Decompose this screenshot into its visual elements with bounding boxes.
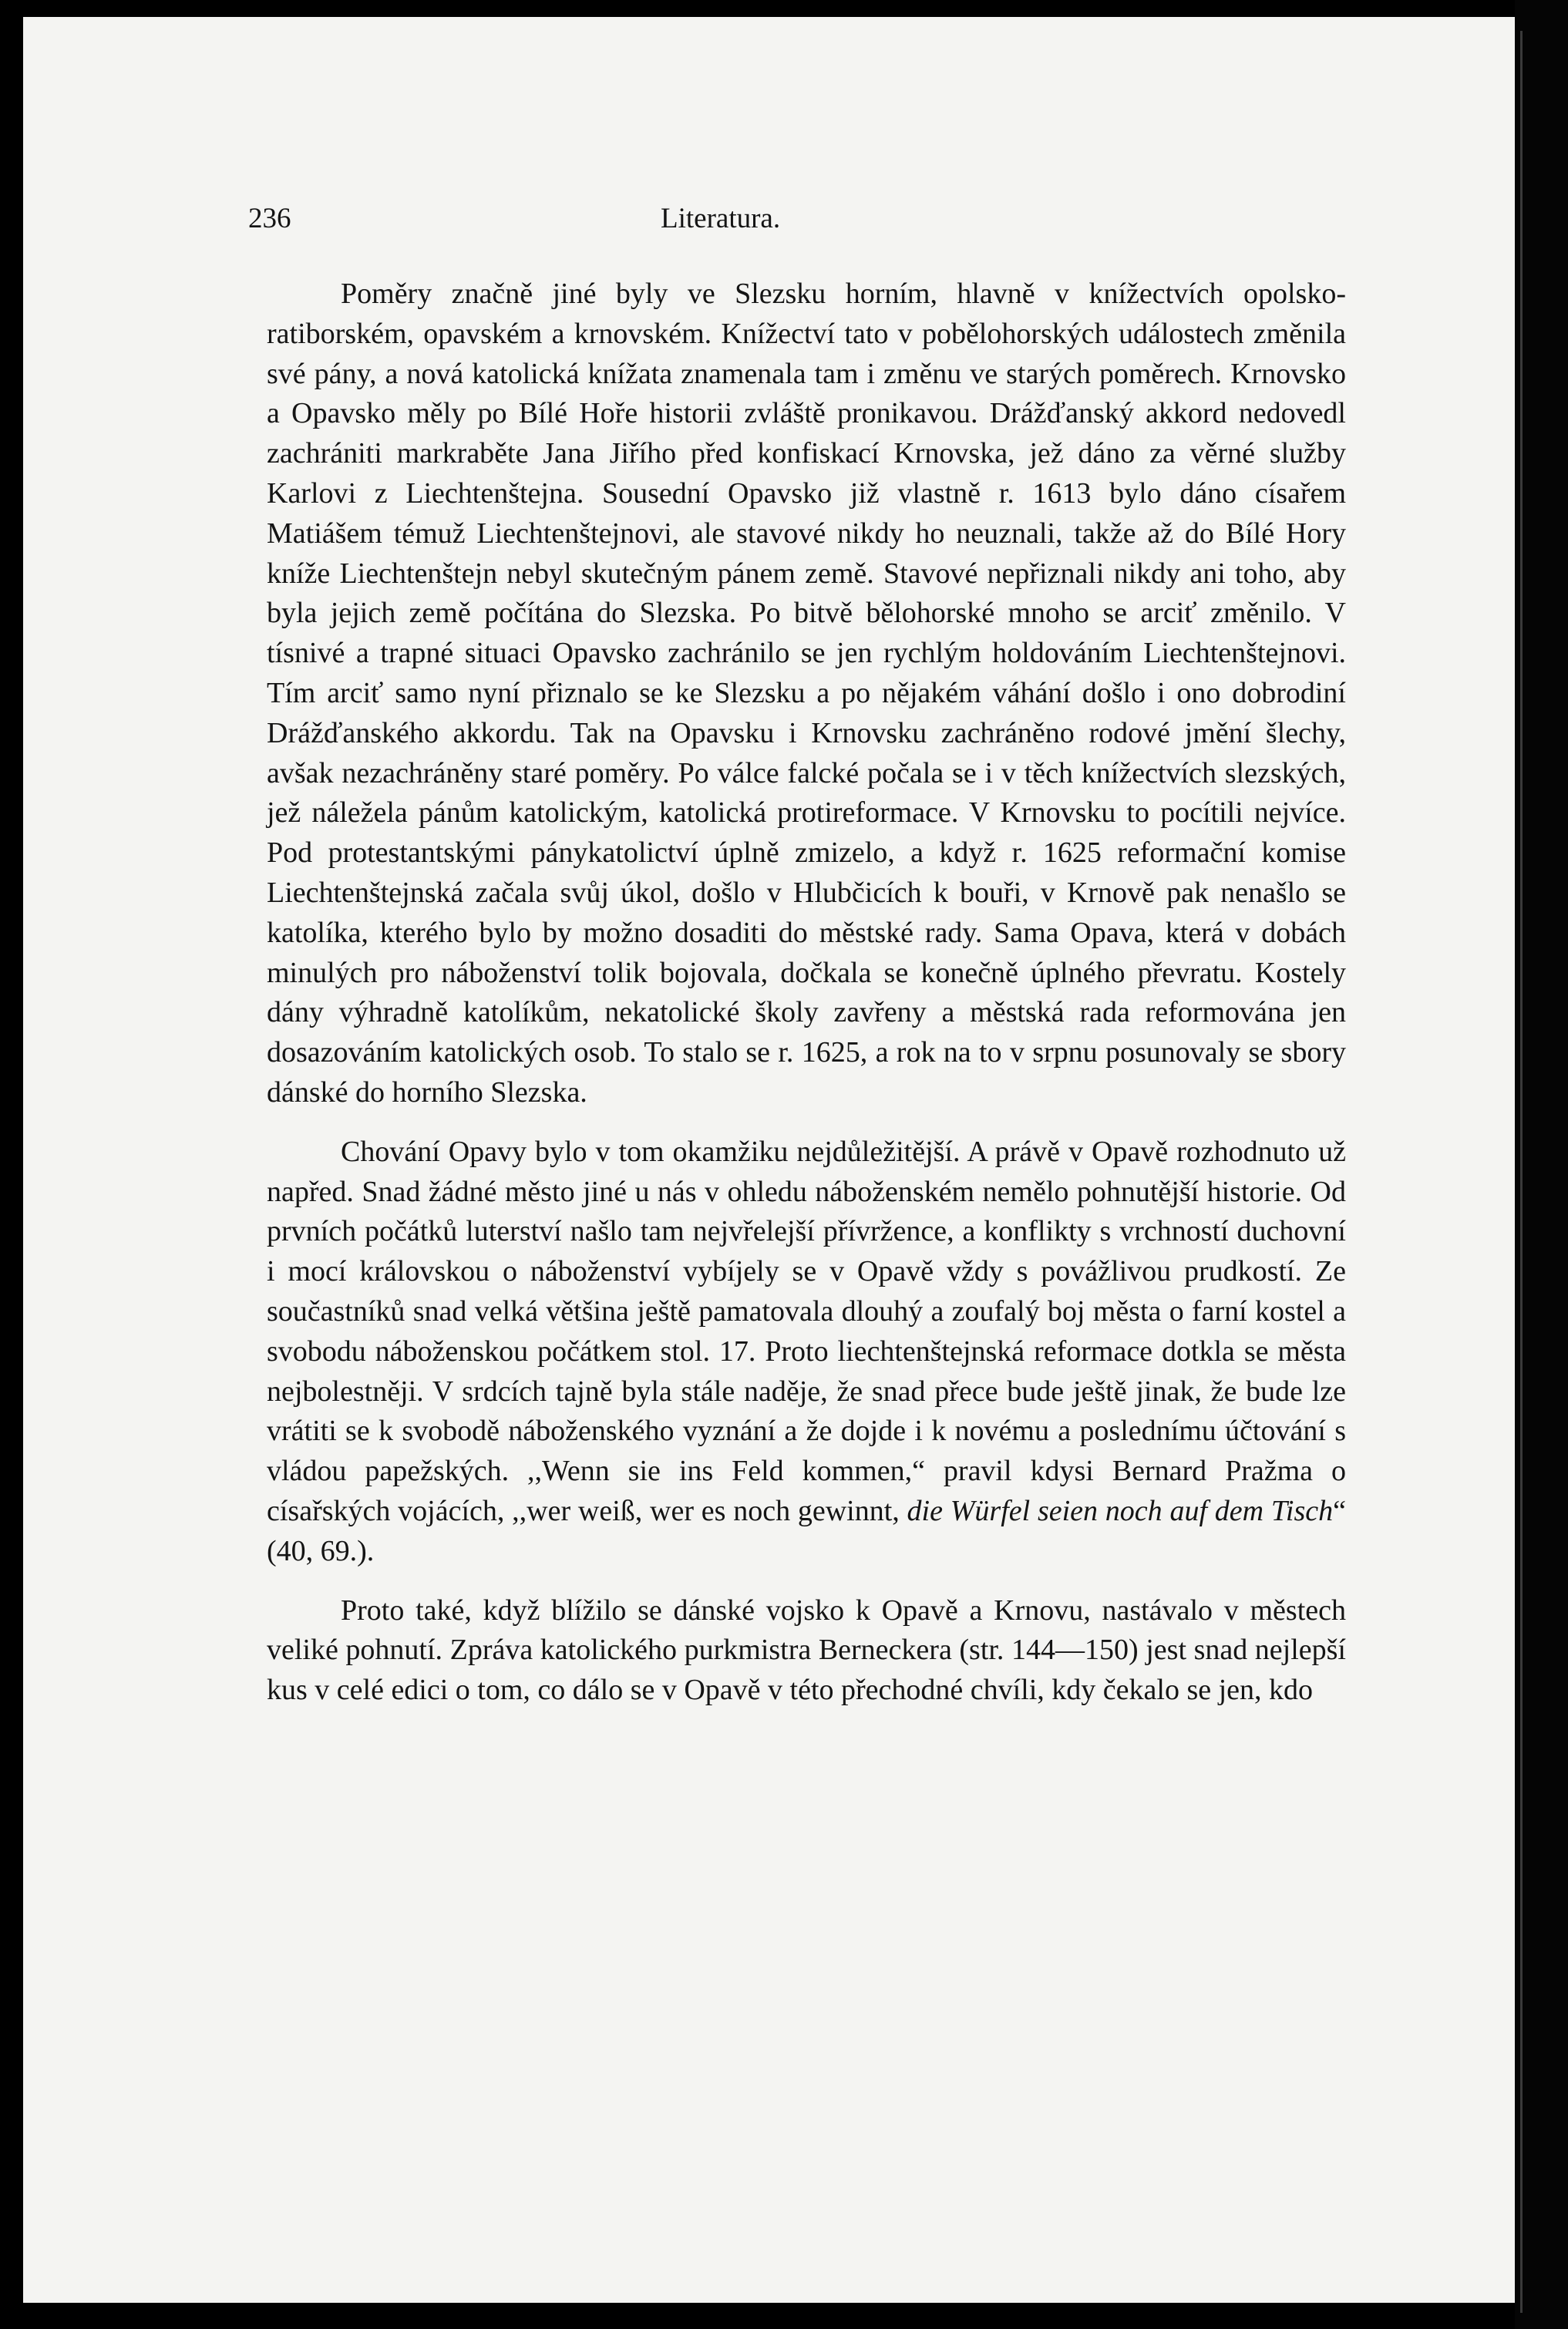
paragraph-2-italic-quote: die Würfel seien noch auf dem Tisch (907, 1494, 1334, 1527)
paragraph-2-text: Chování Opavy bylo v tom okamžiku nejdůležitější. A právě v Opavě rozhodnuto už napřed. Snad žádné město jiné u nás v ohledu náboženském nemělo pohnutější historie. Od prvních počátků luterství našlo tam nejvřelejší přívržence, a konflikty s vrchností duchovní i mocí královskou o náboženství vybíjely se v Opavě vždy s povážlivou prudkostí. Ze součastníků snad velká většina ještě pamatovala dlouhý a zoufalý boj města o farní kostel a svobodu náboženskou počátkem stol. 17. Proto liechtenštejnská reformace dotkla se města nejbolestněji. V srdcích tajně byla stále naděje, že snad přece bude ještě jinak, že bude lze vrátiti se k svobodě náboženského vyznání a že dojde i k novému a poslednímu účtování s vládou papežských. ,,Wenn sie ins Feld kommen,“ pravil kdysi Bernard Pražma o císařských vojácích, ,,wer weiß, wer es noch gewinnt, (267, 1135, 1346, 1527)
paragraph-2-citation: “ (40, 69.). (267, 1494, 1346, 1567)
page-number: 236 (248, 203, 291, 234)
paragraph-2 (267, 1133, 1346, 1572)
body-text (267, 274, 1346, 1711)
running-title: Literatura. (661, 203, 781, 234)
scan-border (1515, 0, 1568, 2329)
paragraph-3: Proto také, když blížilo se dánské vojsko k Opavě a Krnovu, nastávalo v městech veliké pohnutí. Zpráva katolického purkmistra Berneckera (str. 144—150) jest snad nejlepší kus v celé edici o tom, co dálo se v Opavě v této přechodné chvíli, kdy čekalo se jen, kdo (267, 1594, 1346, 1707)
page-header (248, 202, 1351, 248)
paragraph-1: Poměry značně jiné byly ve Slezsku horním, hlavně v knížectvích opolsko-ratiborském, opavském a krnovském. Knížectví tato v pobělohorských událostech změnila své pány, a nová katolická knížata znamenala tam i změnu ve starých poměrech. Krnovsko a Opavsko měly po Bílé Hoře historii zvláště pronikavou. Drážďanský akkord nedovedl zachrániti markraběte Jana Jiřího před konfiskací Krnovska, jež dáno za věrné služby Karlovi z Liechtenštejna. Sousední Opavsko již vlastně r. 1613 bylo dáno císařem Matiášem témuž Liechtenštejnovi, ale stavové nikdy ho neuznali, takže až do Bílé Hory kníže Liechtenštejn nebyl skutečným pánem země. Stavové nepřiznali nikdy ani toho, aby byla jejich země počítána do Slezska. Po bitvě bělohorské mnoho se arciť změnilo. V tísnivé a trapné situaci Opavsko zachránilo se jen rychlým holdováním Liechtenštejnovi. Tím arciť samo nyní přiznalo se ke Slezsku a po nějakém váhání došlo i ono dobrodiní Drážďanského akkordu. Tak na Opavsku i Krnovsku zachráněno rodové jmění šlechy, avšak nezachráněny staré poměry. Po válce falcké počala se i v těch knížectvích slezských, jež náležela pánům katolickým, katolická protireformace. V Krnovsku to pocítili nejvíce. Pod protestantskými pánykatolictví úplně zmizelo, a když r. 1625 reformační komise Liechtenštejnská začala svůj úkol, došlo v Hlubčicích k bouři, v Krnově pak nenašlo se katolíka, kterého bylo by možno dosaditi do městské rady. Sama Opava, která v dobách minulých pro náboženství tolik bojovala, dočkala se konečně úplného převratu. Kostely dány výhradně katolíkům, nekatolické školy zavřeny a městská rada reformována jen dosazováním katolických osob. To stalo se r. 1625, a rok na to v srpnu posunovaly se sbory dánské do horního Slezska. (267, 278, 1346, 1109)
page-edge-line (1520, 31, 1523, 2313)
